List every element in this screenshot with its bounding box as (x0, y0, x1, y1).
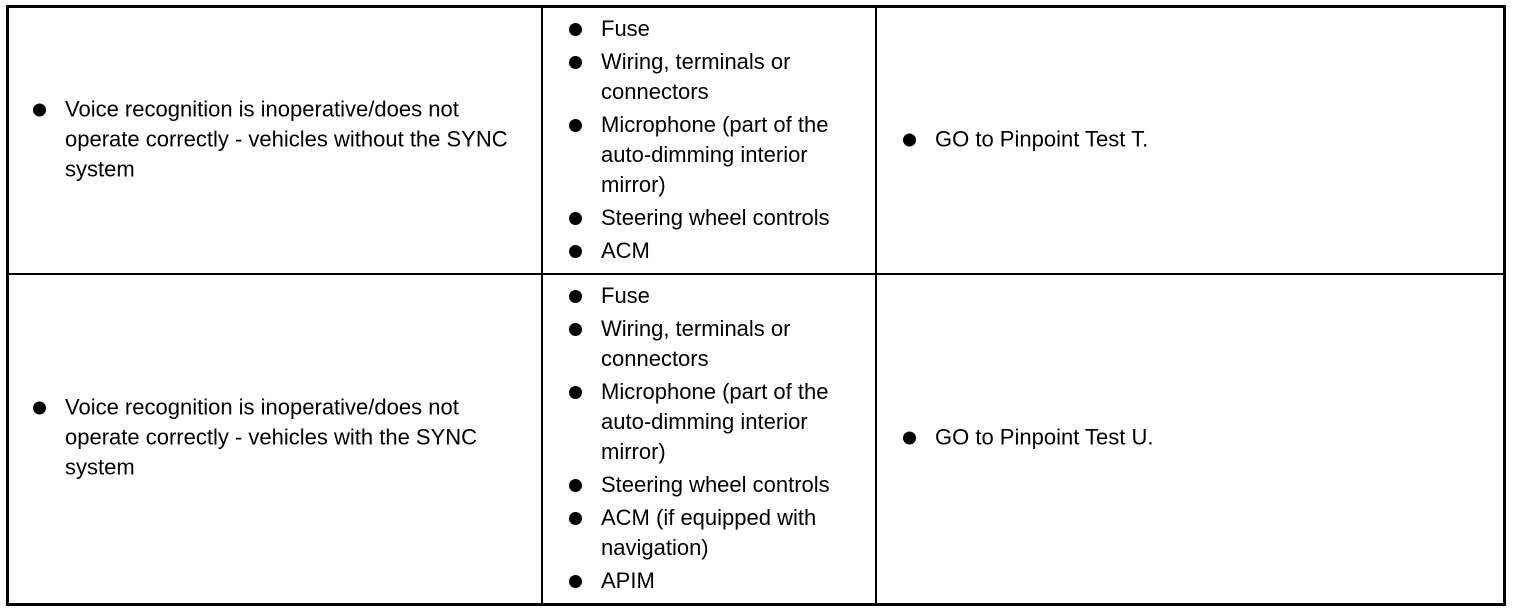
source-item: Wiring, terminals or connectors (543, 314, 875, 374)
source-item: ACM (543, 236, 875, 266)
condition-list (9, 393, 541, 483)
condition-text: Voice recognition is inoperative/does not operate correctly - vehicles without the SYNC system (9, 94, 541, 184)
source-item: Fuse (543, 14, 875, 44)
source-item: Steering wheel controls (543, 203, 875, 233)
source-item: Fuse (543, 281, 875, 311)
symptom-chart-table (6, 5, 1506, 606)
condition-list (9, 94, 541, 184)
source-item: Microphone (part of the auto-dimming interior mirror) (543, 110, 875, 200)
condition-text: Voice recognition is inoperative/does not operate correctly - vehicles with the SYNC system (9, 393, 541, 483)
condition-cell (9, 8, 543, 273)
table-row (9, 8, 1503, 275)
possible-sources-list (543, 14, 875, 266)
source-item: ACM (if equipped with navigation) (543, 503, 875, 563)
possible-sources-list (543, 281, 875, 596)
source-item: Microphone (part of the auto-dimming interior mirror) (543, 377, 875, 467)
action-cell (877, 275, 1503, 603)
source-item: APIM (543, 566, 875, 596)
possible-sources-cell (543, 8, 877, 273)
action-list (877, 124, 1503, 154)
action-list (877, 423, 1503, 453)
condition-cell (9, 275, 543, 603)
action-cell (877, 8, 1503, 273)
table-row (9, 275, 1503, 603)
action-text: GO to Pinpoint Test U. (877, 423, 1503, 453)
source-item: Wiring, terminals or connectors (543, 47, 875, 107)
action-text: GO to Pinpoint Test T. (877, 124, 1503, 154)
possible-sources-cell (543, 275, 877, 603)
source-item: Steering wheel controls (543, 470, 875, 500)
